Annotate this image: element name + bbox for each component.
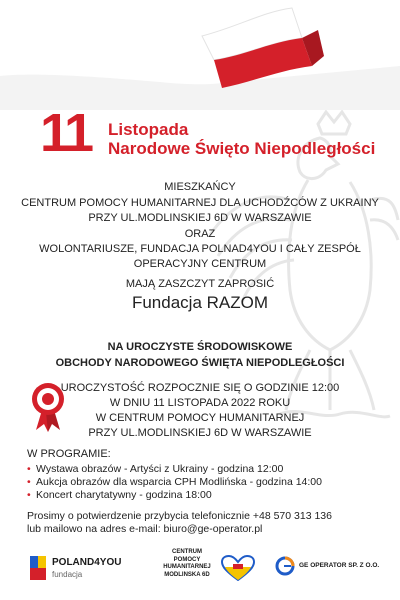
title-month: Listopada: [108, 120, 189, 139]
contact-block: [27, 510, 332, 536]
day-number: 11: [40, 103, 92, 163]
program-item: • Wystawa obrazów - Artyści z Ukrainy - godzina 12:00: [27, 463, 284, 475]
contact-phone: Prosimy o potwierdzenie przybycia telefonicznie +48 570 313 136: [27, 510, 332, 522]
bullet-icon: •: [27, 489, 31, 501]
event-line-2: OBCHODY NARODOWEGO ŚWIĘTA NIEPODLEGŁOŚCI: [55, 357, 345, 369]
event-line-1: NA UROCZYSTE ŚRODOWISKOWE: [107, 341, 293, 353]
polish-flag-icon: [0, 0, 400, 110]
program-item: • Aukcja obrazów dla wsparcia CPH Modlińska - godzina 14:00: [27, 476, 322, 488]
program-heading: W PROGRAMIE:: [27, 448, 111, 460]
and-label: ORAZ: [184, 228, 216, 240]
poland4you-logo-icon: [30, 556, 46, 580]
ge-operator-logo: GE OPERATOR SP. Z O.O.: [275, 556, 385, 580]
host-line-4: OPERACYJNY CENTRUM: [133, 258, 267, 270]
bullet-icon: •: [27, 476, 31, 488]
cph-logo: CENTRUM POMOCY HUMANITARNEJ MODLINSKA 6D: [155, 549, 260, 591]
guest-name: Fundacja RAZOM: [131, 293, 269, 312]
details-line-4: PRZY UL.MODLINSKIEJ 6D W WARSZAWIE: [88, 427, 312, 439]
honor-line: MAJĄ ZASZCZYT ZAPROSIĆ: [125, 278, 275, 290]
residents-label: MIESZKAŃCY: [164, 181, 236, 193]
bullet-icon: •: [27, 463, 31, 475]
contact-email: lub mailowo na adres e-mail: biuro@ge-operator.pl: [27, 523, 263, 535]
details-line-1: UROCZYSTOŚĆ ROZPOCZNIE SIĘ O GODZINIE 12:00: [60, 382, 340, 394]
poland4you-logo: POLAND4YOU fundacja: [30, 554, 140, 584]
details-line-2: W DNIU 11 LISTOPADA 2022 ROKU: [109, 397, 291, 409]
details-line-3: W CENTRUM POMOCY HUMANITARNEJ: [95, 412, 305, 424]
host-line-2: PRZY UL.MODLINSKIEJ 6D W WARSZAWIE: [88, 212, 312, 224]
heart-logo: [221, 555, 255, 581]
program-list: [27, 463, 322, 502]
host-line-1: CENTRUM POMOCY HUMANITARNEJ DLA UCHODŹCÓW Z UKRAINY: [21, 197, 379, 209]
program-item: • Koncert charytatywny - godzina 18:00: [27, 489, 212, 501]
host-line-3: WOLONTARIUSZE, FUNDACJA POLNAD4YOU I CAŁY ZESPÓŁ: [39, 243, 361, 255]
ge-logo: [275, 556, 295, 576]
title-holiday: Narodowe Święto Niepodległości: [108, 139, 376, 158]
